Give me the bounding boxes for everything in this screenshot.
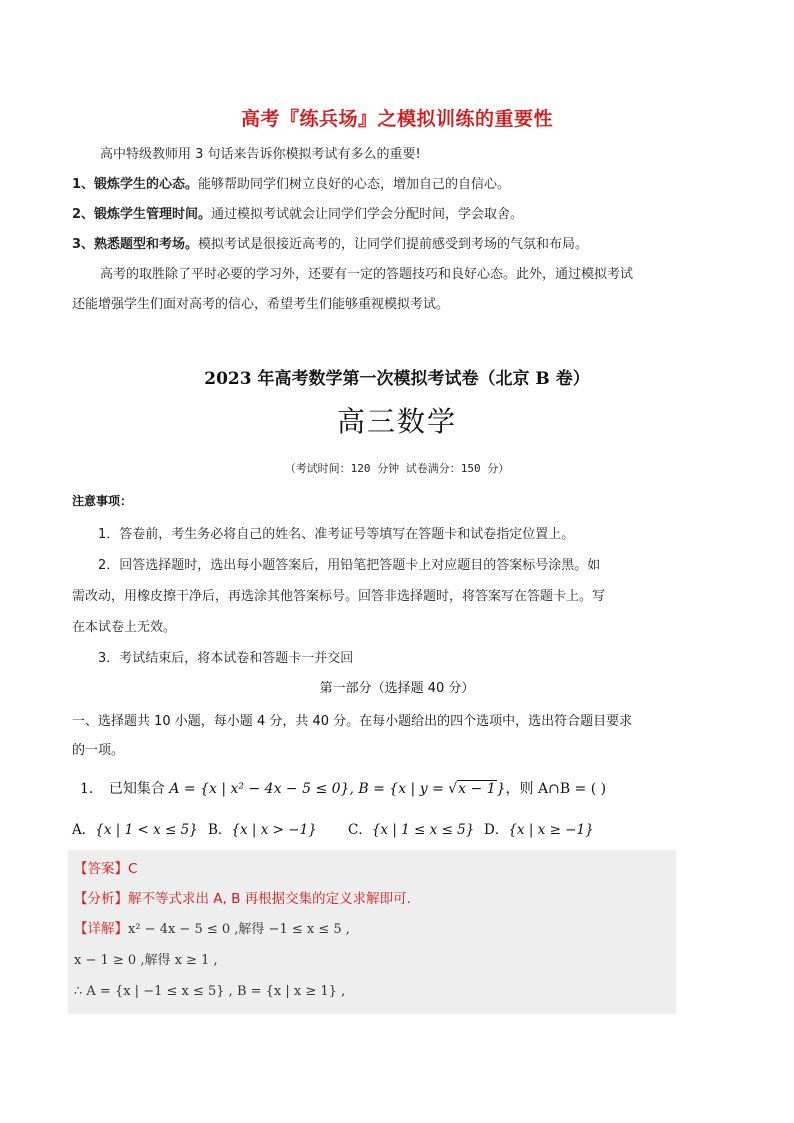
banner-point-3: [72, 230, 680, 260]
point-text: 通过模拟考试就会让同学们学会分配时间，学会取舍。: [211, 207, 524, 222]
banner-closing-2: 还能增强学生们面对高考的信心，希望考生们能够重视模拟考试。: [72, 297, 450, 312]
detail-line-1: [74, 917, 350, 937]
option-text: {x | x ≥ −1}: [508, 822, 594, 838]
analysis-tag: 【分析】: [74, 891, 128, 907]
part-heading: 第一部分（选择题 40 分）: [319, 681, 475, 696]
option-text: {x | 1 < x ≤ 5}: [95, 822, 198, 838]
answer-line: [74, 857, 137, 877]
option-label: B．: [208, 822, 232, 838]
point-label: 3、熟悉题型和考场。: [72, 237, 199, 252]
exam-subject: 高三数学: [336, 405, 457, 438]
option-text: {x | 1 ≤ x ≤ 5}: [371, 822, 475, 838]
option-c[interactable]: [348, 818, 474, 838]
notice-item: 1．答卷前，考生务必将自己的姓名、准考证号等填写在答题卡和试卷指定位置上。: [98, 527, 575, 542]
option-b[interactable]: [208, 818, 317, 838]
set-b-prefix: , B = {x | y =: [349, 781, 449, 797]
notice-list: [72, 519, 680, 674]
banner-intro: [72, 140, 680, 320]
option-text: {x | x > −1}: [231, 822, 317, 838]
detail-line-3: [74, 983, 345, 999]
sqrt-symbol: √: [448, 781, 458, 797]
sqrt-argument: x − 1: [458, 781, 496, 797]
banner-point-2: [72, 200, 680, 230]
question-number: 1．: [80, 781, 103, 797]
point-text: 能够帮助同学们树立良好的心态，增加自己的自信心。: [198, 177, 511, 192]
exam-title: 2023 年高考数学第一次模拟考试卷（北京 B 卷）: [204, 369, 590, 389]
option-label: C．: [348, 822, 372, 838]
detail-line-2: [74, 949, 218, 968]
detail-text-2: x − 1 ≥ 0 ,解得 x ≥ 1 ,: [74, 953, 218, 968]
section-desc-line: 一、选择题共 10 小题，每小题 4 分，共 40 分。在每小题给出的四个选项中，选出符合题目要求: [72, 714, 633, 729]
banner-point-1: [72, 170, 680, 200]
point-text: 模拟考试是很接近高考的，让同学们提前感受到考场的气氛和布局。: [198, 237, 589, 252]
point-label: 1、锻炼学生的心态。: [72, 177, 199, 192]
set-b-suffix: }: [496, 781, 506, 797]
option-label: D．: [484, 822, 509, 838]
notice-item: 2．回答选择题时，选出每小题答案后，用铅笔把答题卡上对应题目的答案标号涂黑。如: [98, 558, 601, 573]
set-a: A = {x | x² − 4x − 5 ≤ 0}: [169, 781, 350, 797]
question-1: [80, 778, 606, 798]
question-text: 已知集合: [108, 781, 165, 797]
detail-tag: 【详解】: [74, 921, 128, 937]
banner-lead: 高中特级教师用 3 句话来告诉你模拟考试有多么的重要!: [100, 147, 421, 162]
exam-info: （考试时间：120 分钟 试卷满分：150 分）: [284, 462, 510, 475]
question-ask: ，则 A∩B = ( ): [505, 781, 607, 797]
option-a[interactable]: [72, 818, 198, 838]
answer-value: C: [128, 861, 138, 877]
notice-item: 在本试卷上无效。: [72, 620, 177, 635]
notice-item: 3．考试结束后，将本试卷和答题卡一并交回: [98, 651, 354, 666]
option-label: A．: [72, 822, 96, 838]
analysis-line: [74, 887, 411, 907]
answer-tag: 【答案】: [74, 861, 128, 877]
banner-closing-1: 高考的取胜除了平时必要的学习外，还要有一定的答题技巧和良好心态。此外，通过模拟考试: [100, 267, 634, 282]
banner-title: 高考『练兵场』之模拟训练的重要性: [240, 108, 553, 130]
point-label: 2、锻炼学生管理时间。: [72, 207, 212, 222]
section-desc-line: 的一项。: [72, 743, 125, 758]
notice-item: 需改动，用橡皮擦干净后，再选涂其他答案标号。回答非选择题时，将答案写在答题卡上。写: [72, 589, 606, 604]
solution-box: [68, 850, 676, 1014]
section-description: [72, 707, 680, 765]
option-d[interactable]: [484, 818, 594, 838]
analysis-text: 解不等式求出 A, B 再根据交集的定义求解即可.: [128, 891, 411, 907]
detail-text-3: ∴ A = {x | −1 ≤ x ≤ 5} , B = {x | x ≥ 1} ,: [74, 984, 346, 999]
notice-heading: 注意事项：: [72, 494, 133, 508]
detail-text-1: x² − 4x − 5 ≤ 0 ,解得 −1 ≤ x ≤ 5 ,: [128, 922, 350, 937]
